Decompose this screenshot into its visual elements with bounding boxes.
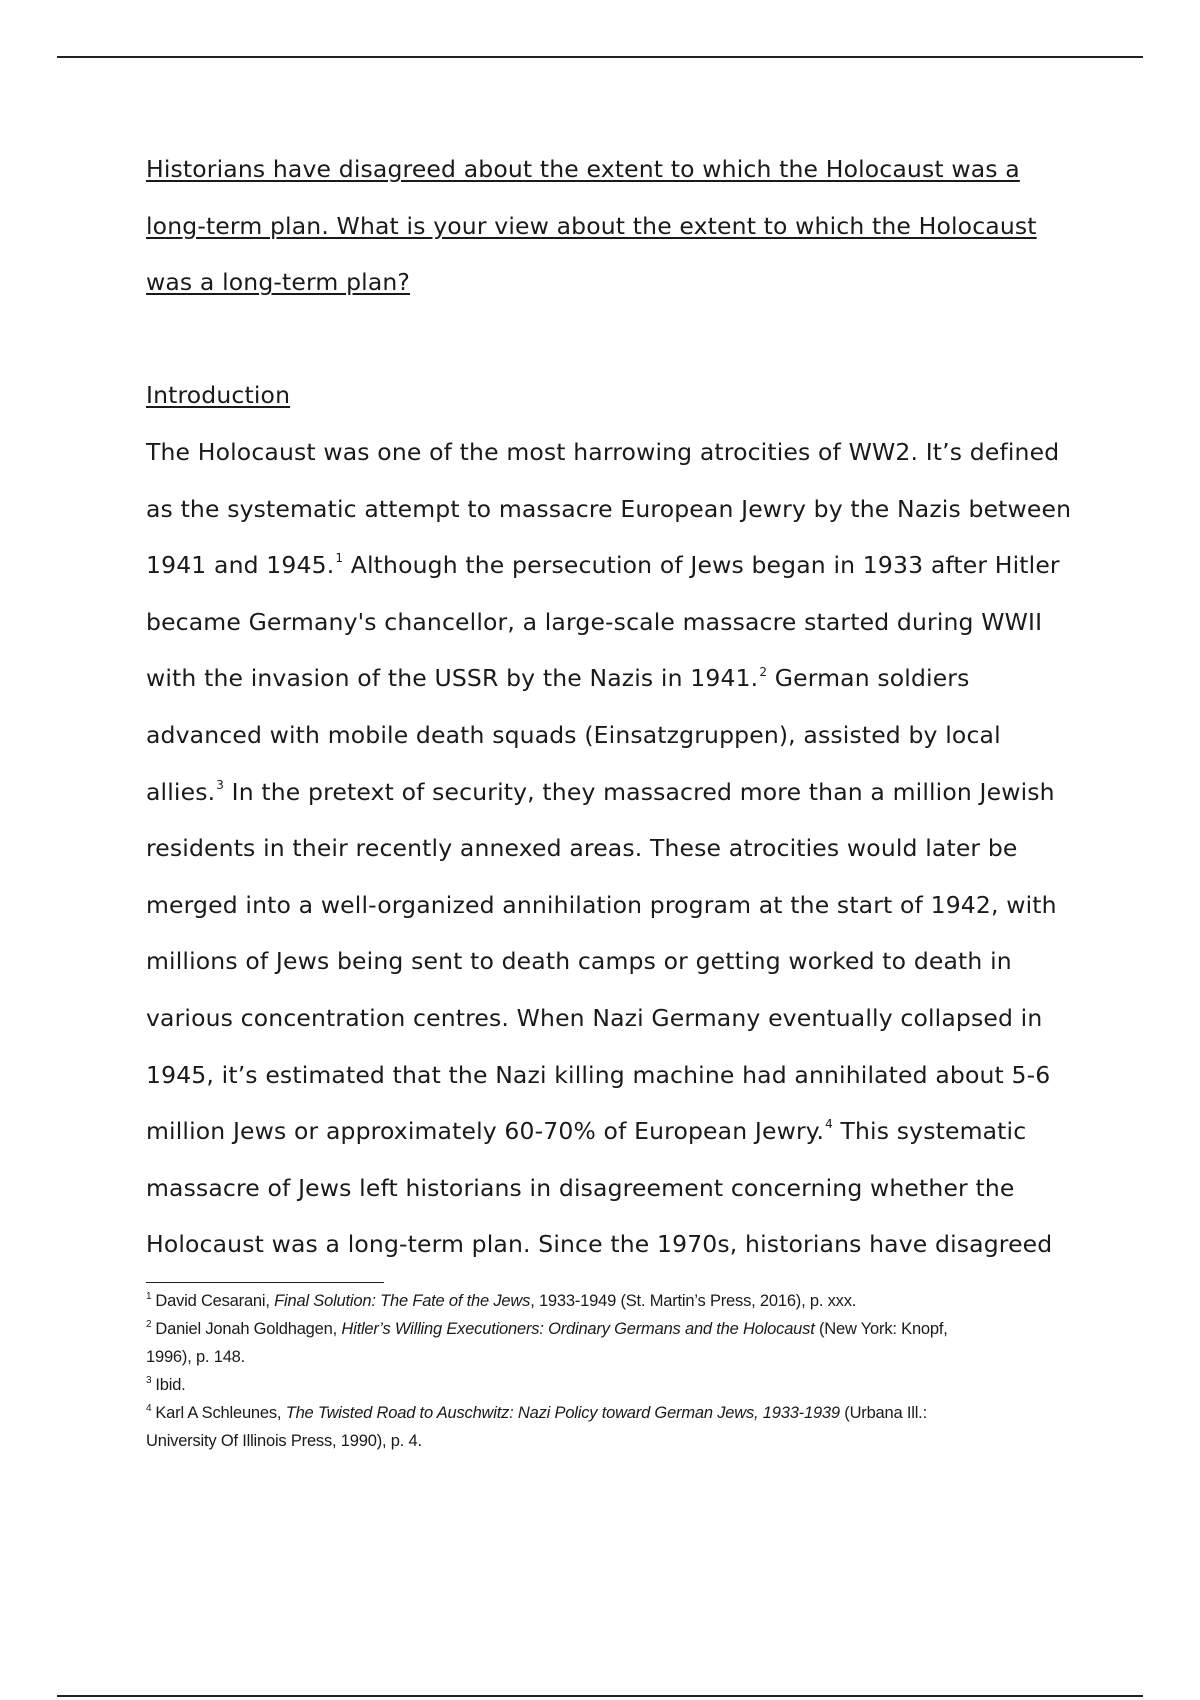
text-line: [146, 650, 1096, 707]
text-segment: Although the persecution of Jews began in 1933 after Hitler: [343, 551, 1060, 580]
footnote-text: (New York: Knopf,: [814, 1320, 948, 1338]
text-line: as the systematic attempt to massacre European Jewry by the Nazis between: [146, 494, 1072, 523]
text-segment: 1941 and 1945.: [146, 551, 335, 580]
title-line: long-term plan. What is your view about the extent to which the Holocaust: [146, 211, 1037, 240]
footnote-number: 3: [146, 1374, 152, 1386]
text-line: various concentration centres. When Nazi Germany eventually collapsed in: [146, 1003, 1043, 1032]
footnote-text: Daniel Jonah Goldhagen,: [155, 1320, 342, 1338]
footnote-ref-4[interactable]: 4: [825, 1117, 833, 1132]
text-segment: with the invasion of the USSR by the Nazis in 1941.: [146, 664, 759, 693]
footnote-number: 1: [146, 1290, 152, 1302]
footnote-ref-2[interactable]: 2: [759, 664, 768, 679]
text-line: 1945, it’s estimated that the Nazi killing machine had annihilated about 5-6: [146, 1060, 1051, 1089]
document-content: [146, 141, 1096, 1273]
footnote-text: 1996), p. 148.: [146, 1348, 246, 1366]
footnote-text: Ibid.: [155, 1376, 186, 1394]
essay-title: [146, 141, 1096, 311]
footnote-4: [146, 1399, 1096, 1455]
text-line: advanced with mobile death squads (Einsatzgruppen), assisted by local: [146, 720, 1001, 749]
text-segment: In the pretext of security, they massacred more than a million Jewish: [224, 777, 1055, 806]
text-line: massacre of Jews left historians in disagreement concerning whether the: [146, 1173, 1015, 1202]
title-line: Historians have disagreed about the extent to which the Holocaust was a: [146, 155, 1020, 183]
footnote-text: (Urbana Ill.:: [839, 1404, 927, 1422]
text-segment: This systematic: [832, 1117, 1027, 1146]
text-segment: million Jews or approximately 60-70% of European Jewry.: [146, 1117, 825, 1146]
section-heading-introduction: Introduction: [146, 381, 291, 410]
footnote-title: The Twisted Road to Auschwitz: Nazi Policy toward German Jews, 1933-1939: [285, 1404, 840, 1422]
text-line: The Holocaust was one of the most harrowing atrocities of WW2. It’s defined: [146, 437, 1060, 466]
footnote-title: Final Solution: The Fate of the Jews: [274, 1292, 531, 1310]
text-line: millions of Jews being sent to death camps or getting worked to death in: [146, 947, 1012, 976]
footnote-title: Hitler’s Willing Executioners: Ordinary Germans and the Holocaust: [341, 1320, 815, 1338]
footnote-separator: [146, 1282, 384, 1283]
footnote-ref-3[interactable]: 3: [216, 777, 225, 792]
text-line: became Germany's chancellor, a large-scale massacre started during WWII: [146, 607, 1043, 636]
footnote-1: [146, 1287, 1096, 1315]
text-line: merged into a well-organized annihilation program at the start of 1942, with: [146, 890, 1057, 919]
footnote-text: , 1933-1949 (St. Martin’s Press, 2016), p. xxx.: [530, 1292, 857, 1310]
text-segment: allies.: [146, 777, 216, 806]
text-line: residents in their recently annexed areas. These atrocities would later be: [146, 834, 1018, 863]
text-line: [146, 1103, 1096, 1160]
page-top-rule: [57, 56, 1143, 58]
introduction-paragraph: [146, 424, 1096, 1273]
footnote-number: 4: [146, 1402, 152, 1414]
footnote-2: [146, 1315, 1096, 1371]
text-line: [146, 537, 1096, 594]
footnote-number: 2: [146, 1318, 152, 1330]
footnote-text: David Cesarani,: [155, 1292, 275, 1310]
page-bottom-rule: [57, 1695, 1143, 1697]
title-line: was a long-term plan?: [146, 268, 411, 297]
footnotes: [146, 1287, 1096, 1455]
footnote-text: Karl A Schleunes,: [155, 1404, 286, 1422]
text-segment: German soldiers: [767, 664, 970, 693]
text-line: [146, 764, 1096, 821]
footnote-text: University Of Illinois Press, 1990), p. 4.: [146, 1432, 422, 1450]
text-line: Holocaust was a long-term plan. Since the 1970s, historians have disagreed: [146, 1230, 1053, 1259]
footnote-3: [146, 1371, 1096, 1399]
footnote-ref-1[interactable]: 1: [335, 551, 344, 566]
